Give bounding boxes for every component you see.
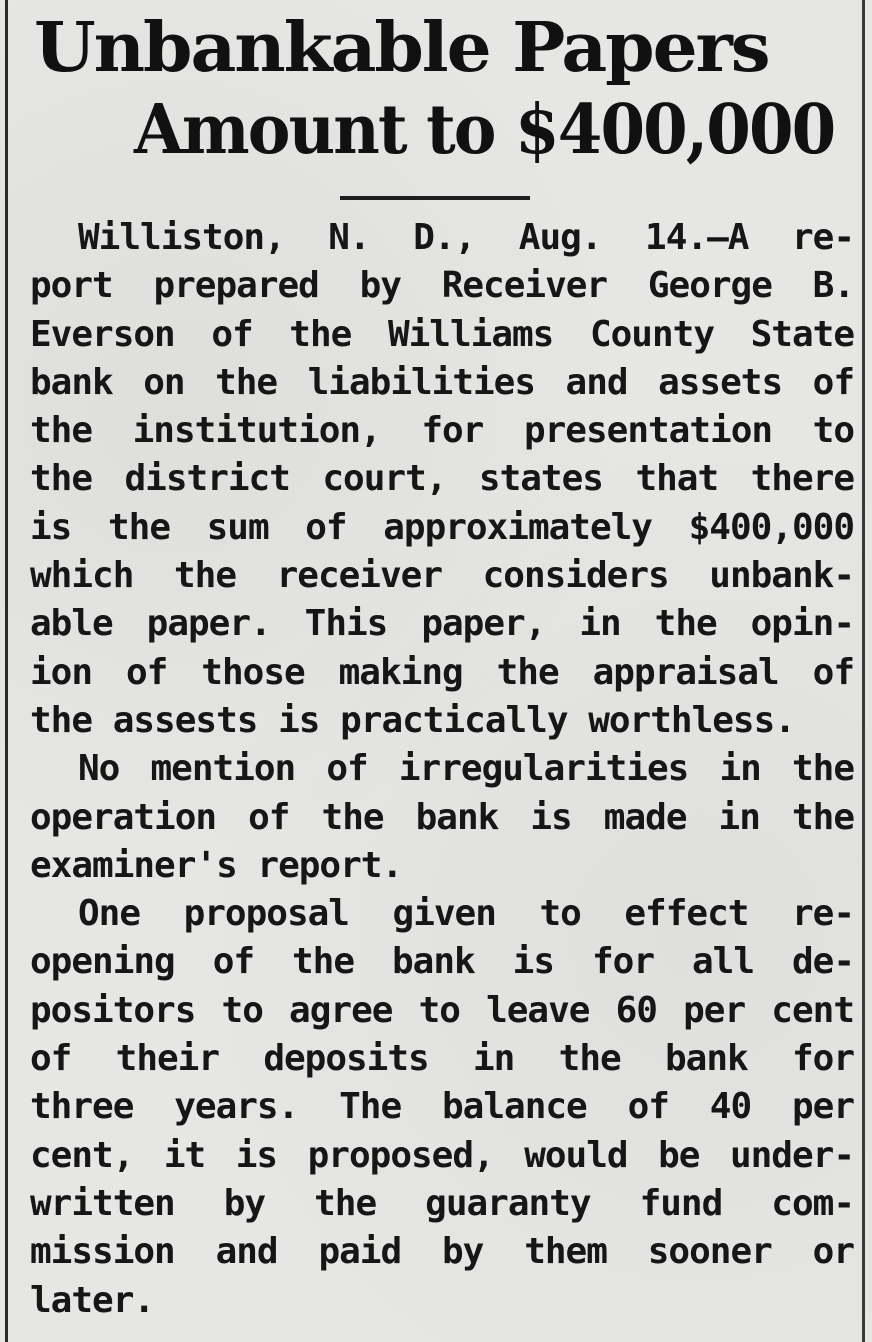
article-line: mission and paid by them sooner or bbox=[30, 1231, 854, 1273]
article-line: operation of the bank is made in the bbox=[30, 796, 854, 838]
article-line: which the receiver considers unbank- bbox=[30, 555, 854, 597]
article-body bbox=[30, 214, 854, 1325]
article-line: Everson of the Williams County State bbox=[30, 313, 854, 355]
column-rule-right bbox=[862, 0, 865, 1342]
article-line: bank on the liabilities and assets of bbox=[30, 361, 854, 403]
article-line: Williston, N. D., Aug. 14.—A re- bbox=[78, 217, 854, 258]
article-line: is the sum of approximately $400,000 bbox=[30, 506, 854, 548]
article-line: of their deposits in the bank for bbox=[30, 1038, 854, 1080]
article-line: port prepared by Receiver George B. bbox=[30, 265, 854, 307]
column-rule-left bbox=[5, 0, 8, 1342]
article-line: opening of the bank is for all de- bbox=[30, 941, 854, 983]
headline-line-1: Unbankable Papers bbox=[34, 8, 769, 88]
article-line: positors to agree to leave 60 per cent bbox=[30, 989, 854, 1031]
headline-line-2: Amount to $400,000 bbox=[134, 90, 835, 170]
article-line: able paper. This paper, in the opin- bbox=[30, 603, 854, 645]
article-line: examiner's report. bbox=[30, 844, 403, 886]
article-line: written by the guaranty fund com- bbox=[30, 1182, 854, 1224]
article-line: One proposal given to effect re- bbox=[78, 893, 854, 935]
article-line: ion of those making the appraisal of bbox=[30, 651, 854, 693]
article-line: the institution, for presentation to bbox=[30, 410, 854, 452]
article-line: later. bbox=[30, 1279, 155, 1321]
article-line: the assests is practically worthless. bbox=[30, 699, 795, 741]
article-line: No mention of irregularities in the bbox=[78, 748, 854, 790]
article-line: cent, it is proposed, would be under- bbox=[30, 1134, 854, 1176]
article-line: three years. The balance of 40 per bbox=[30, 1086, 854, 1128]
headline-divider bbox=[340, 196, 530, 200]
article-line: the district court, states that there bbox=[30, 458, 854, 500]
